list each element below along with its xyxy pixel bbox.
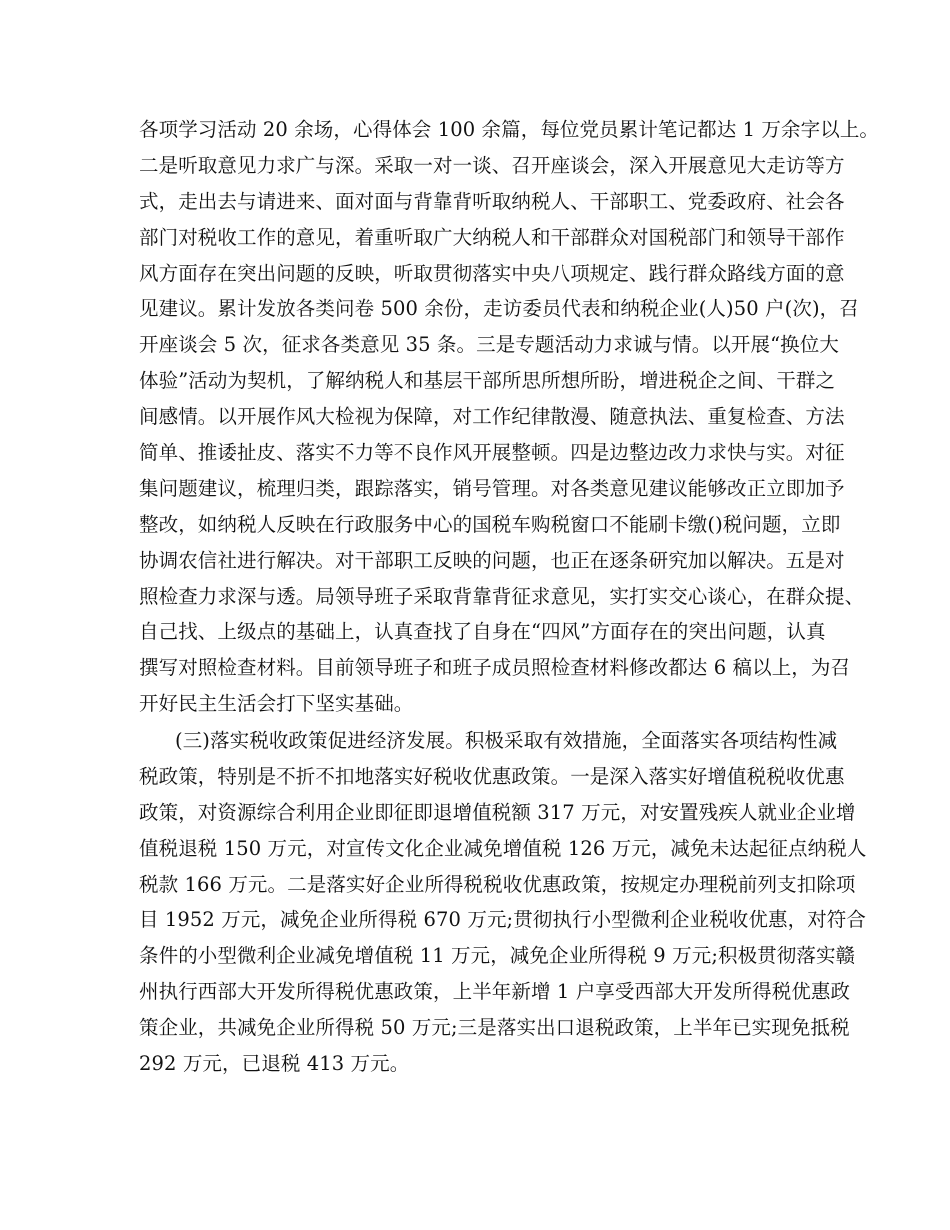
paragraph-line: 风方面存在突出问题的反映，听取贯彻落实中央八项规定、践行群众路线方面的意 — [139, 261, 845, 285]
paragraph-line: 开好民主生活会打下坚实基础。 — [139, 692, 414, 716]
paragraph-line: 整改，如纳税人反映在行政服务中心的国税车购税窗口不能刷卡缴()税问题，立即 — [139, 512, 841, 536]
paragraph-line: 值税退税 150 万元，对宣传文化企业减免增值税 126 万元，减免未达起征点纳税人 — [139, 836, 867, 860]
paragraph-line: 见建议。累计发放各类问卷 500 余份，走访委员代表和纳税企业(人)50 户(次)，召 — [139, 297, 859, 321]
paragraph-line: 税政策，特别是不折不扣地落实好税收优惠政策。一是深入落实好增值税税收优惠 — [139, 764, 845, 788]
paragraph-tax-policy — [139, 723, 867, 1082]
paragraph-line: 策企业，共减免企业所得税 50 万元;三是落实出口退税政策，上半年已实现免抵税 — [139, 1016, 850, 1040]
paragraph-line: 税款 166 万元。二是落实好企业所得税税收优惠政策，按规定办理税前列支扣除项 — [139, 872, 856, 896]
paragraph-line: 式，走出去与请进来、面对面与背靠背听取纳税人、干部职工、党委政府、社会各 — [139, 189, 845, 213]
paragraph-line: 简单、推诿扯皮、落实不力等不良作风开展整顿。四是边整边改力求快与实。对征 — [139, 441, 845, 465]
paragraph-line: 自己找、上级点的基础上，认真查找了自身在“四风”方面存在的突出问题，认真 — [139, 620, 826, 644]
paragraph-line: 间感情。以开展作风大检视为保障，对工作纪律散漫、随意执法、重复检查、方法 — [139, 405, 845, 429]
paragraph-line: 各项学习活动 20 余场，心得体会 100 余篇，每位党员累计笔记都达 1 万余字以上。 — [139, 118, 880, 141]
paragraph-line: 撰写对照检查材料。目前领导班子和班子成员照检查材料修改都达 6 稿以上，为召 — [139, 656, 851, 680]
paragraph-line: 开座谈会 5 次，征求各类意见 35 条。三是专题活动力求诚与情。以开展“换位大 — [139, 333, 839, 357]
paragraph-line: 目 1952 万元，减免企业所得税 670 万元;贯彻执行小型微利企业税收优惠，对符合 — [139, 908, 867, 932]
paragraph-line: 部门对税收工作的意见，着重听取广大纳税人和干部群众对国税部门和领导干部作 — [139, 225, 845, 249]
paragraph-line: 政策，对资源综合利用企业即征即退增值税额 317 万元，对安置残疾人就业企业增 — [139, 800, 856, 824]
paragraph-line: (三)落实税收政策促进经济发展。积极采取有效措施，全面落实各项结构性减 — [175, 729, 838, 752]
paragraph-line: 条件的小型微利企业减免增值税 11 万元，减免企业所得税 9 万元;积极贯彻落实赣 — [139, 944, 856, 968]
paragraph-line: 协调农信社进行解决。对干部职工反映的问题，也正在逐条研究加以解决。五是对 — [139, 548, 845, 572]
paragraph-line: 集问题建议，梳理归类，跟踪落实，销号管理。对各类意见建议能够改正立即加予 — [139, 476, 845, 500]
paragraph-line: 州执行西部大开发所得税优惠政策，上半年新增 1 户享受西部大开发所得税优惠政 — [139, 980, 851, 1004]
paragraph-line: 体验”活动为契机，了解纳税人和基层干部所思所想所盼，增进税企之间、干群之 — [139, 369, 836, 393]
paragraph-line: 照检查力求深与透。局领导班子采取背靠背征求意见，实打实交心谈心，在群众提、 — [139, 584, 865, 608]
paragraph-work-style-rectification — [139, 112, 880, 722]
paragraph-line: 二是听取意见力求广与深。采取一对一谈、召开座谈会，深入开展意见大走访等方 — [139, 153, 845, 177]
paragraph-line: 292 万元，已退税 413 万元。 — [139, 1052, 410, 1076]
